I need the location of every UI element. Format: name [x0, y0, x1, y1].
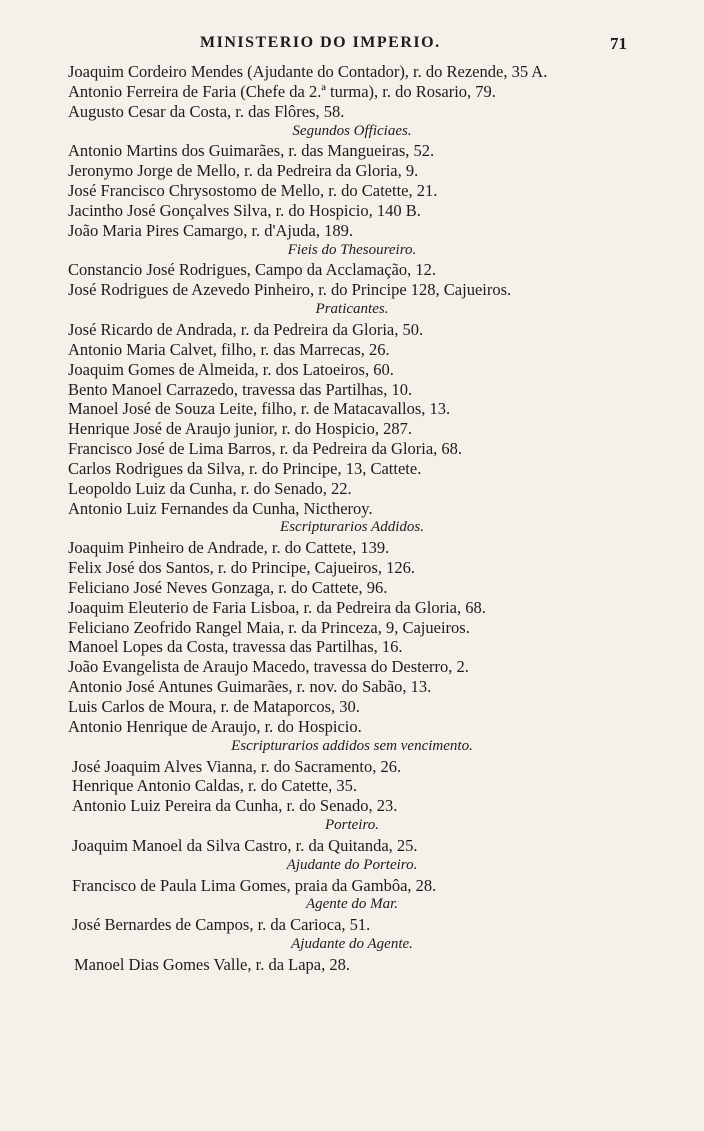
- section-heading: Fieis do Thesoureiro.: [287, 241, 417, 258]
- entry-line: José Joaquim Alves Vianna, r. do Sacramento, 26.: [72, 756, 402, 776]
- entry-line: José Rodrigues de Azevedo Pinheiro, r. do Principe 128, Cajueiros.: [68, 280, 512, 300]
- entry-line: Henrique Antonio Caldas, r. do Catette, 35.: [72, 776, 358, 796]
- section-heading: Escripturarios addidos sem vencimento.: [231, 737, 473, 754]
- entry-line: Felix José dos Santos, r. do Principe, Cajueiros, 126.: [68, 558, 415, 578]
- entry-line: Antonio Luiz Pereira da Cunha, r. do Senado, 23.: [72, 796, 398, 816]
- entry-line: José Francisco Chrysostomo de Mello, r. do Catette, 21.: [68, 181, 438, 201]
- entry-line: Joaquim Eleuterio de Faria Lisboa, r. da Pedreira da Gloria, 68.: [68, 597, 486, 617]
- section-heading: Porteiro.: [324, 817, 380, 834]
- entry-line: Manoel José de Souza Leite, filho, r. de Matacavallos, 13.: [68, 399, 451, 419]
- entry-line: Manoel Dias Gomes Valle, r. da Lapa, 28.: [74, 954, 351, 974]
- entry-line: Antonio Luiz Fernandes da Cunha, Nictheroy.: [68, 498, 373, 518]
- entry-line: Francisco José de Lima Barros, r. da Pedreira da Gloria, 68.: [68, 439, 463, 459]
- entry-line: Henrique José de Araujo junior, r. do Hospicio, 287.: [68, 419, 412, 439]
- header-title: MINISTERIO DO IMPERIO.: [200, 34, 441, 51]
- section-heading: Ajudante do Agente.: [291, 936, 413, 953]
- entry-line: José Ricardo de Andrada, r. da Pedreira da Gloria, 50.: [68, 319, 424, 339]
- entry-line: Joaquim Gomes de Almeida, r. dos Latoeiros, 60.: [68, 359, 394, 379]
- entry-line: Antonio José Antunes Guimarães, r. nov. do Sabão, 13.: [68, 677, 432, 697]
- section-heading: Segundos Officiaes.: [292, 122, 412, 139]
- running-header: [0, 34, 704, 58]
- section-heading: Ajudante do Porteiro.: [286, 856, 418, 873]
- section-heading: Escripturarios Addidos.: [280, 519, 424, 536]
- entry-line: Bento Manoel Carrazedo, travessa das Partilhas, 10.: [68, 379, 413, 399]
- entry-line: Antonio Henrique de Araujo, r. do Hospicio.: [68, 716, 362, 736]
- entry-line: Manoel Lopes da Costa, travessa das Partilhas, 16.: [68, 637, 403, 657]
- entry-line: Feliciano José Neves Gonzaga, r. do Cattete, 96.: [68, 577, 388, 597]
- section-heading: Agente do Mar.: [305, 896, 399, 913]
- entry-line: Leopoldo Luiz da Cunha, r. do Senado, 22.: [68, 478, 352, 498]
- entry-line: Augusto Cesar da Costa, r. das Flôres, 58.: [68, 101, 345, 121]
- directory-list: [0, 62, 704, 975]
- entry-line: João Maria Pires Camargo, r. d'Ajuda, 189.: [68, 220, 353, 240]
- entry-line: Feliciano Zeofrido Rangel Maia, r. da Princeza, 9, Cajueiros.: [68, 617, 470, 637]
- entry-line: Francisco de Paula Lima Gomes, praia da Gambôa, 28.: [72, 875, 437, 895]
- entry-line: Jacintho José Gonçalves Silva, r. do Hospicio, 140 B.: [68, 200, 421, 220]
- entry-line: José Bernardes de Campos, r. da Carioca, 51.: [72, 915, 371, 935]
- entry-line: Antonio Maria Calvet, filho, r. das Marrecas, 26.: [68, 339, 390, 359]
- entry-line: Constancio José Rodrigues, Campo da Acclamação, 12.: [68, 260, 436, 280]
- entry-line: Joaquim Cordeiro Mendes (Ajudante do Contador), r. do Rezende, 35 A.: [68, 62, 548, 81]
- entry-line: Antonio Ferreira de Faria (Chefe da 2.ª turma), r. do Rosario, 79.: [68, 81, 496, 101]
- entry-line: João Evangelista de Araujo Macedo, travessa do Desterro, 2.: [68, 657, 469, 677]
- entry-line: Joaquim Pinheiro de Andrade, r. do Cattete, 139.: [68, 538, 390, 558]
- page-number: 71: [610, 34, 627, 53]
- entry-line: Jeronymo Jorge de Mello, r. da Pedreira da Gloria, 9.: [68, 161, 419, 181]
- entry-line: Joaquim Manoel da Silva Castro, r. da Quitanda, 25.: [72, 835, 418, 855]
- entry-line: Antonio Martins dos Guimarães, r. das Mangueiras, 52.: [68, 141, 435, 161]
- entry-line: Carlos Rodrigues da Silva, r. do Principe, 13, Cattete.: [68, 458, 422, 478]
- section-heading: Praticantes.: [315, 301, 389, 318]
- entry-line: Luis Carlos de Moura, r. de Mataporcos, 30.: [68, 697, 360, 716]
